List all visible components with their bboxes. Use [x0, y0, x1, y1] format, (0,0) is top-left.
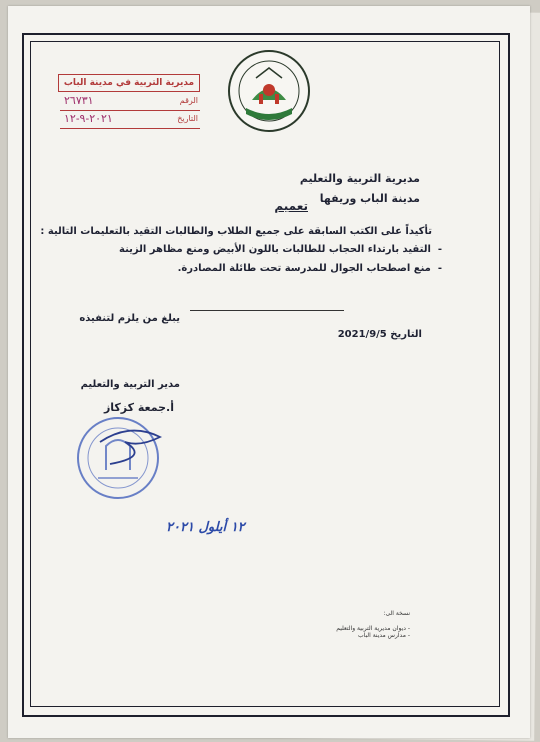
stamp-ref-label: الرقم: [179, 96, 198, 105]
bullet-dash: -: [430, 244, 442, 255]
notify-text: يبلغ من يلزم لتنفيذه: [79, 313, 180, 324]
stamp-title: مديرية التربية في مدينة الباب: [58, 74, 200, 92]
copies-line-2: - مدارس مدينة الباب: [358, 632, 410, 639]
handwritten-date: ١٢ أيلول ٢٠٢١: [166, 520, 245, 535]
stamp-ref-row: [60, 94, 200, 111]
intro-paragraph: تأكيداً على الكتب السابقة على جميع الطلاب والطالبات التقيد بالتعليمات التالية :: [40, 226, 432, 237]
copies-line-2-text: مدارس مدينة الباب: [358, 632, 406, 639]
subject-title: تعميم: [274, 199, 308, 213]
stamp-date-row: [60, 112, 200, 129]
directorate-logo: [226, 48, 312, 134]
signatory-name: أ.جمعة كزكاز: [103, 401, 174, 414]
copies-line-1: - ديوان مديرية التربية والتعليم: [336, 625, 410, 632]
seal-icon: [70, 412, 170, 504]
bullet-item-1: [119, 244, 442, 255]
stamp-date-label: التاريخ: [177, 114, 198, 123]
bullet-item-2: [178, 263, 442, 274]
copies-label: نسخة الى:: [383, 610, 410, 617]
bullet-text: التقيد بارتداء الحجاب للطالبات باللون الأبيض ومنع مظاهر الزينة: [119, 244, 431, 255]
copies-line-1-text: ديوان مديرية التربية والتعليم: [336, 625, 406, 632]
registry-stamp: [58, 74, 202, 132]
copies-block: [336, 610, 410, 639]
header-line-2: مدينة الباب وريفها: [319, 192, 420, 205]
header-line-1: مديرية التربية والتعليم: [299, 172, 420, 185]
stamp-date-value: ٢٠٢١-٩-١٢: [64, 112, 113, 125]
official-seal: [70, 412, 170, 504]
date-line: التاريخ 2021/9/5: [337, 329, 422, 340]
separator-line: [190, 310, 344, 311]
logo-emblem-icon: [226, 48, 312, 134]
bullet-text: منع اصطحاب الجوال للمدرسة تحت طائلة المصادرة.: [177, 263, 431, 274]
signatory-title: مدير التربية والتعليم: [80, 379, 180, 390]
stamp-ref-value: ٢٦٧٣١: [64, 94, 94, 107]
bullet-dash: -: [430, 263, 442, 274]
inner-border: [30, 41, 500, 707]
